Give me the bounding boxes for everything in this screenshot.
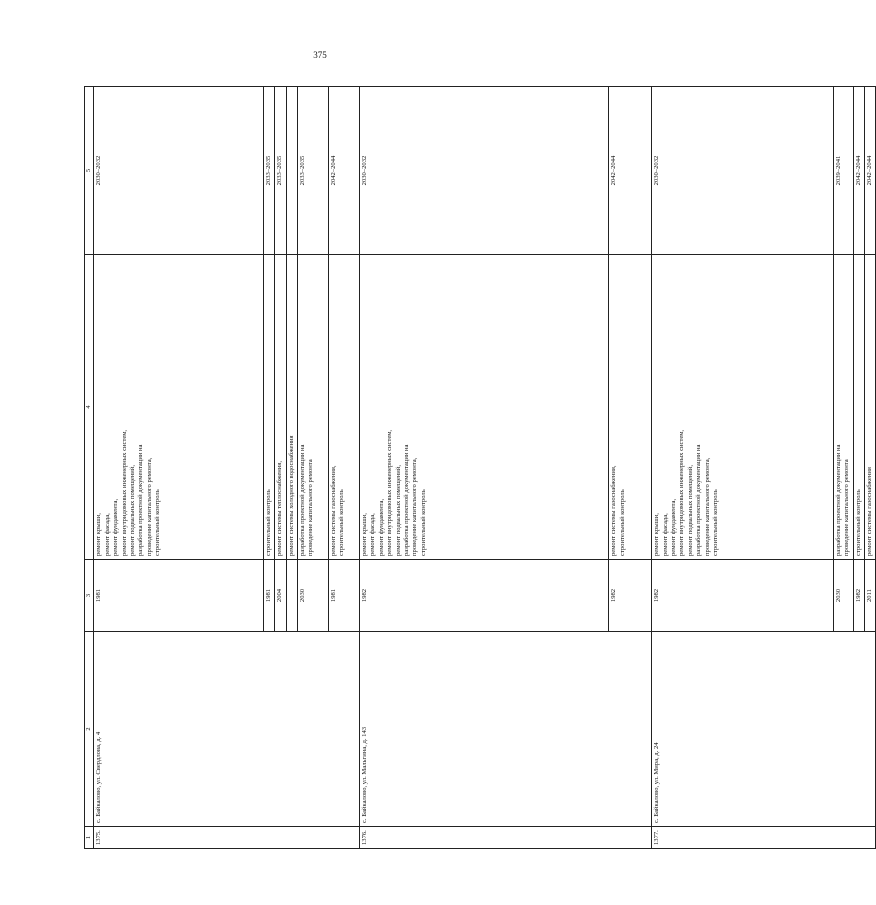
period-cell: 2042–2044 [853,87,864,255]
works-cell [833,255,853,560]
works-cell [609,255,652,560]
year-cell: 1982 [609,560,652,632]
page-number: 375 [313,50,327,60]
works-cell [94,255,264,560]
year-cell: 1982 [652,560,834,632]
work-line: проведение капитального ремонта, [703,457,711,556]
entry-number-cell: 1375. [94,827,360,849]
work-line: строительный контроль [419,489,427,556]
year-cell: 1981 [263,560,274,632]
year-cell: 1982 [359,560,609,632]
work-line: строительный контроль [854,489,862,556]
work-line: ремонт внутридомовых инженерных систем, [386,429,394,556]
column-number-row [85,87,94,849]
works-cell [359,255,609,560]
year-cell: 2004 [275,560,286,632]
table-row [359,87,609,849]
entry-number-cell: 1377. [652,827,876,849]
work-line: ремонт системы газоснабжения, [610,465,618,556]
work-line: разработка проектной документации на [695,444,703,556]
column-number: 4 [85,255,94,560]
year-cell [286,560,297,632]
work-line: ремонт системы холодного водоснабжения [287,435,295,556]
work-line: ремонт крыши, [95,513,103,556]
column-number: 1 [85,827,94,849]
work-line: ремонт подвальных помещений, [394,465,402,556]
work-line: проведение капитального ремонта, [411,457,419,556]
work-line: ремонт фундамента, [670,498,677,556]
period-cell: 2042–2044 [864,87,875,255]
rotated-table [84,87,873,849]
year-cell: 2030 [833,560,853,632]
work-line: разработка проектной документации на [834,444,842,556]
works-cell [853,255,864,560]
period-cell: 2042–2044 [328,87,359,255]
work-line: проведение капитального ремонта, [145,457,153,556]
year-cell: 1981 [328,560,359,632]
works-cell [286,255,297,560]
work-line: проведение капитального ремонта [843,459,851,556]
work-line: разработка проектной документации на [137,444,145,556]
work-line: строительный контроль [264,489,272,556]
works-cell [298,255,329,560]
period-cell [286,87,297,255]
works-cell [864,255,875,560]
repair-schedule-table [84,86,876,849]
work-line: проведение капитального ремонта [307,459,315,556]
work-line: ремонт системы газоснабжения, [329,465,337,556]
work-line: разработка проектной документации на [299,444,306,556]
works-cell [652,255,834,560]
period-cell: 2039–2041 [833,87,853,255]
work-line: ремонт фундамента, [112,498,120,556]
work-line: ремонт системы газоснабжения [865,467,873,556]
work-line: ремонт фасада, [661,513,669,556]
work-line: строительный контроль [338,489,346,556]
column-number: 5 [85,87,94,255]
period-cell: 2033–2035 [298,87,329,255]
works-cell [275,255,286,560]
work-line: строительный контроль [712,489,720,556]
table-row [94,87,264,849]
entry-address-cell: с. Байкалово, ул. Свердлова, д. 4 [94,632,360,827]
period-cell: 2030–2032 [94,87,264,255]
entry-address-cell: с. Байкалово, ул. Мальгина, д. 143 [359,632,651,827]
rotated-table-area [84,87,873,849]
work-line: ремонт системы теплоснабжения, [276,461,284,556]
period-cell: 2033–2035 [263,87,274,255]
year-cell: 1982 [853,560,864,632]
period-cell: 2042–2044 [609,87,652,255]
work-line: ремонт внутридомовых инженерных систем, [678,429,686,556]
work-line: ремонт фасада, [103,513,111,556]
work-line: ремонт крыши, [653,513,661,556]
column-number: 3 [85,560,94,632]
period-cell: 2033–2035 [275,87,286,255]
work-line: строительный контроль [618,489,626,556]
works-cell [263,255,274,560]
period-cell: 2030–2032 [359,87,609,255]
year-cell: 1981 [94,560,264,632]
period-cell: 2030–2032 [652,87,834,255]
work-line: ремонт фасада, [369,513,377,556]
work-line: ремонт фундамента, [377,498,385,556]
column-number: 2 [85,632,94,827]
table-row [652,87,834,849]
entry-address-cell: с. Байкалово, ул. Мира, д. 24 [652,632,876,827]
entry-number-cell: 1376. [359,827,651,849]
work-line: разработка проектной документации на [402,444,410,556]
work-line: ремонт крыши, [360,513,368,556]
work-line: ремонт внутридомовых инженерных систем, [120,429,128,556]
year-cell: 2030 [298,560,329,632]
table-body [85,87,876,849]
year-cell: 2011 [864,560,875,632]
work-line: ремонт подвальных помещений, [686,465,694,556]
work-line: ремонт подвальных помещений, [128,465,136,556]
work-line: строительный контроль [154,489,162,556]
works-cell [328,255,359,560]
